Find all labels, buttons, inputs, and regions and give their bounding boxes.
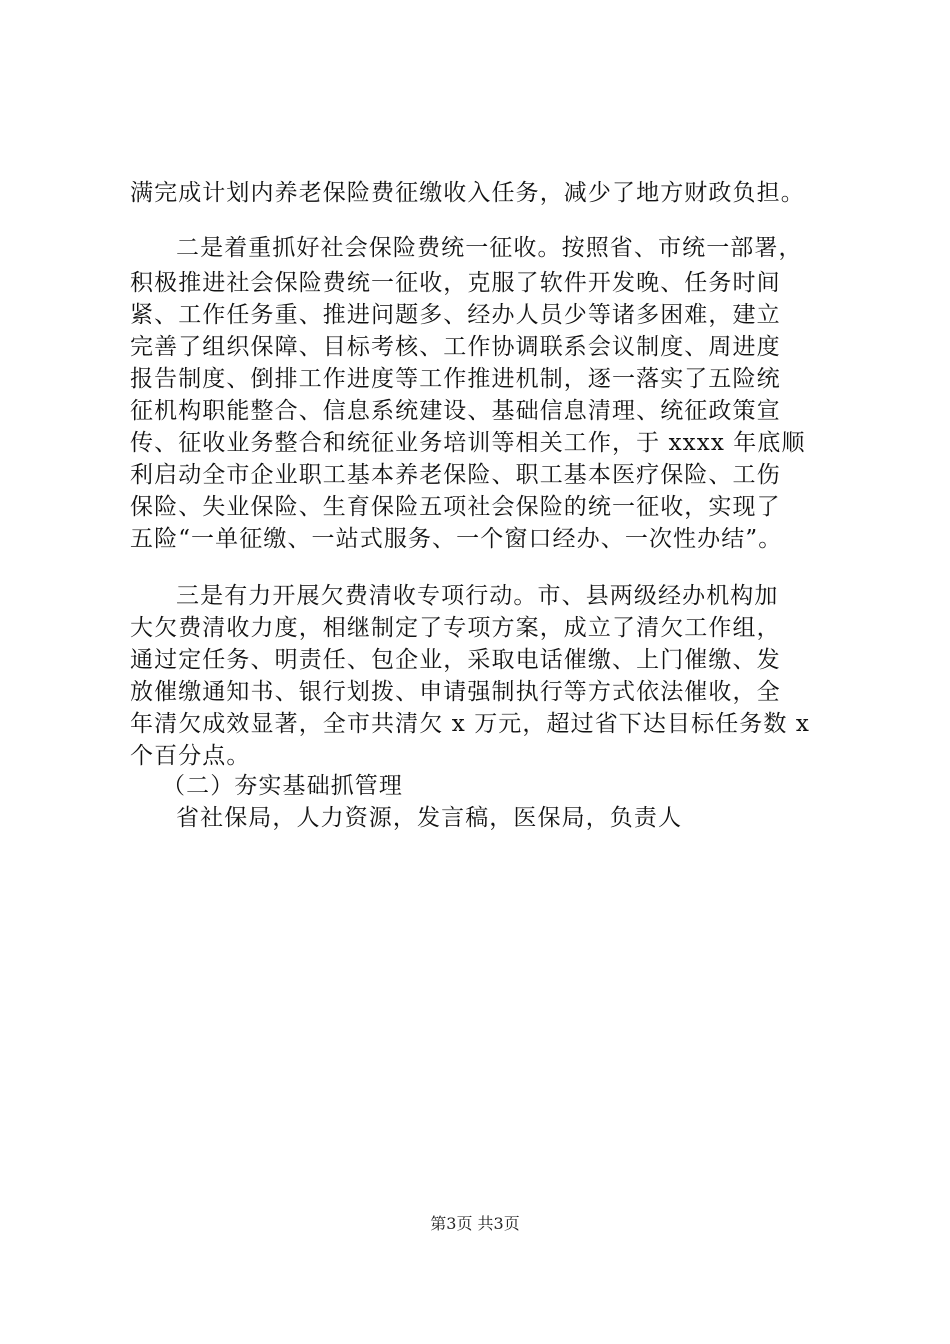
paragraph-line: 年清欠成效显著，全市共清欠 x 万元，超过省下达目标任务数 x bbox=[130, 711, 810, 737]
paragraph-line: 通过定任务、明责任、包企业，采取电话催缴、上门催缴、发 bbox=[130, 647, 781, 673]
paragraph-line: 三是有力开展欠费清收专项行动。市、县两级经办机构加 bbox=[176, 583, 779, 609]
section-heading: （二）夯实基础抓管理 bbox=[162, 773, 403, 799]
paragraph-line: 传、征收业务整合和统征业务培训等相关工作，于 xxxx 年底顺 bbox=[130, 430, 806, 456]
paragraph-line: 积极推进社会保险费统一征收，克服了软件开发晚、任务时间 bbox=[130, 270, 781, 296]
paragraph-line: 利启动全市企业职工基本养老保险、职工基本医疗保险、工伤 bbox=[130, 462, 781, 488]
paragraph-line: 保险、失业保险、生育保险五项社会保险的统一征收，实现了 bbox=[130, 494, 781, 520]
keywords-line: 省社保局，人力资源，发言稿，医保局，负责人 bbox=[176, 805, 683, 831]
page-number: 第3页 共3页 bbox=[430, 1214, 520, 1233]
paragraph-line: 大欠费清收力度，相继制定了专项方案，成立了清欠工作组， bbox=[130, 615, 781, 641]
paragraph-line: 完善了组织保障、目标考核、工作协调联系会议制度、周进度 bbox=[130, 334, 781, 360]
paragraph-line: 报告制度、倒排工作进度等工作推进机制，逐一落实了五险统 bbox=[130, 366, 781, 392]
paragraph-line: 满完成计划内养老保险费征缴收入任务，减少了地方财政负担。 bbox=[130, 180, 805, 206]
paragraph-line: 紧、工作任务重、推进问题多、经办人员少等诸多困难，建立 bbox=[130, 302, 781, 328]
paragraph-line: 二是着重抓好社会保险费统一征收。按照省、市统一部署， bbox=[176, 235, 803, 261]
paragraph-line: 个百分点。 bbox=[130, 743, 251, 769]
paragraph-line: 放催缴通知书、银行划拨、申请强制执行等方式依法催收，全 bbox=[130, 679, 781, 705]
paragraph-line: 征机构职能整合、信息系统建设、基础信息清理、统征政策宣 bbox=[130, 398, 781, 424]
paragraph-line: 五险“一单征缴、一站式服务、一个窗口经办、一次性办结”。 bbox=[130, 526, 783, 552]
